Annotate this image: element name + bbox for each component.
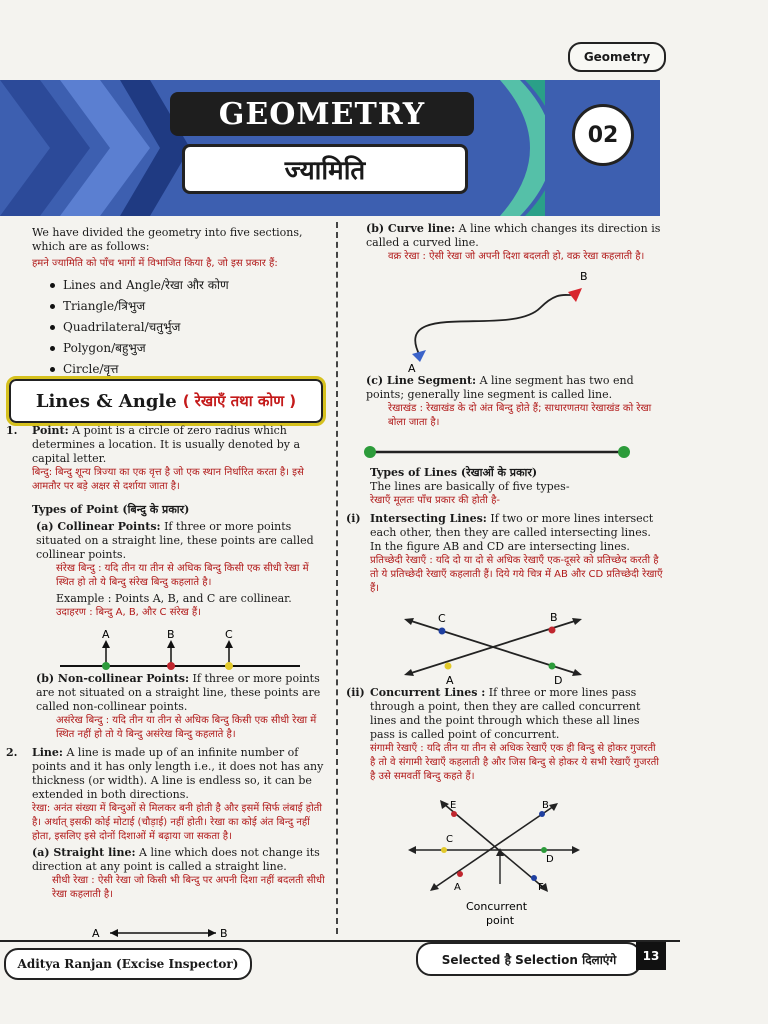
column-divider xyxy=(336,222,338,934)
list-item: Lines and Angle/रेखा और कोण xyxy=(50,276,322,295)
intersecting-en: If two or more lines intersect each other, then they are called intersecting lines. In the figure AB and CD are intersecting lines. xyxy=(370,512,654,553)
svg-text:D: D xyxy=(546,854,554,865)
point-a-dot xyxy=(102,662,110,670)
curve-figure xyxy=(390,268,610,376)
collinear-example-hi: उदाहरण : बिन्दु A, B, और C संरेख हैं। xyxy=(56,607,201,618)
line-en: A line is made up of an infinite number of points and it has only length i.e., it does not has any thickness (or width). A line is endless so, it can be extended in both directions. xyxy=(32,746,324,801)
noncollinear-hi: असंरेख बिन्दु : यदि तीन या तीन से अधिक बिन्दु किसी एक सीधी रेखा में स्थित नहीं हो तो ये बिन्दु असंरेख बिन्दु कहलाते है। xyxy=(56,715,317,740)
svg-text:B: B xyxy=(550,611,558,624)
svg-text:A: A xyxy=(446,674,454,686)
segment-en: A line segment has two end points; generally line segment is called line. xyxy=(366,374,634,401)
item-number: 2. xyxy=(6,746,18,759)
types-lines-title: Types of Lines (रेखाओं के प्रकार) xyxy=(370,466,538,479)
collinear-label: (a) Collinear Points: xyxy=(36,520,161,533)
concurrent-en: If three or more lines pass through a point, then they are called concurrent lines and the point through which these all lines pass is called point of concurrent. xyxy=(370,686,641,741)
fig-label: B xyxy=(167,628,175,641)
item-number: 1. xyxy=(6,424,18,437)
section-heading-hi: ( रेखाएँ तथा कोण ) xyxy=(182,392,297,410)
intro-list xyxy=(22,274,322,381)
list-item: Triangle/त्रिभुज xyxy=(50,297,322,316)
collinear-example-en: Example : Points A, B, and C are collinear. xyxy=(56,592,292,605)
list-item: Polygon/बहुभुज xyxy=(50,339,322,358)
point-c-dot xyxy=(225,662,233,670)
point-hi: बिन्दु: बिन्दु शून्य त्रिज्या का एक वृत्त है जो एक स्थान निर्धारित करता है। इसे आमतौर पर बड़े अक्षर से दर्शाया जाता है। xyxy=(32,467,304,492)
intersecting-label: Intersecting Lines: xyxy=(370,512,487,525)
noncollinear-en: If three or more points are not situated on a straight line, these points are called non-collinear points. xyxy=(36,672,321,713)
concurrent-figure xyxy=(404,796,584,932)
svg-text:C: C xyxy=(446,834,453,845)
intersecting-figure xyxy=(402,610,592,686)
svg-text:point: point xyxy=(486,914,515,927)
straight-line-en: A line which does not change its direction at any point is called a straight line. xyxy=(32,846,320,873)
svg-text:E: E xyxy=(450,800,457,811)
chapter-tag: Geometry xyxy=(568,42,666,72)
point-block xyxy=(6,424,328,494)
curve-label: (b) Curve line: xyxy=(366,222,456,235)
page-subtitle-hindi: ज्यामिति xyxy=(182,144,468,194)
concurrent-hi: संगामी रेखाएँ : यदि तीन या तीन से अधिक रेखाएँ एक ही बिन्दु से होकर गुजरती है तो वे संगामी रेखाएँ कहलाती है और जिस बिन्दु से होकर ये सभी रेखाएँ गुजरती है उसे समवर्ती बिन्दु कहते हैं। xyxy=(370,743,659,782)
curve-en: A line which changes its direction is called a curved line. xyxy=(366,222,661,249)
intro-en: We have divided the geometry into five sections, which are as follows: xyxy=(32,226,303,253)
curve-hi: वक्र रेखा : ऐसी रेखा जो अपनी दिशा बदलती हो, वक्र रेखा कहलाती है। xyxy=(388,251,645,262)
chapter-number: 02 xyxy=(572,104,634,166)
segment-figure xyxy=(362,444,642,460)
segment-hi: रेखाखंड : रेखाखंड के दो अंत बिन्दु होते हैं; साधारणतया रेखाखंड को रेखा बोला जाता है। xyxy=(388,403,652,428)
point-b-dot xyxy=(167,662,175,670)
intro-hi: हमने ज्यामिति को पाँच भागों में विभाजित किया है, जो इस प्रकार हैं: xyxy=(32,258,278,269)
author-badge: Aditya Ranjan (Excise Inspector) xyxy=(4,948,252,980)
section-heading xyxy=(6,376,326,426)
types-point-block xyxy=(32,503,328,620)
types-point-title: Types of Point (बिन्दु के प्रकार) xyxy=(32,503,190,516)
curve-block xyxy=(366,222,664,264)
item-number: (ii) xyxy=(346,686,365,699)
segment-label: (c) Line Segment: xyxy=(366,374,477,387)
intersecting-hi: प्रतिच्छेदी रेखाएँ : यदि दो या दो से अधिक रेखाएँ एक-दूसरे को प्रतिच्छेद करती है तो ये प्रतिच्छेदी रेखाएँ कहलाती हैं। दिये गये चित्र में AB और CD प्रतिच्छेदी रेखाएँ हैं। xyxy=(370,555,663,594)
fig-label: C xyxy=(225,628,233,641)
straight-line-label: (a) Straight line: xyxy=(32,846,136,859)
page-title: GEOMETRY xyxy=(170,92,474,136)
svg-text:C: C xyxy=(438,612,446,625)
slogan-badge: Selected है Selection दिलाएंगे xyxy=(416,942,642,976)
segment-block xyxy=(366,374,664,430)
section-heading-en: Lines & Angle xyxy=(35,390,177,412)
svg-text:B: B xyxy=(580,270,588,283)
svg-text:D: D xyxy=(554,674,563,686)
svg-text:A: A xyxy=(92,927,100,940)
svg-text:Concurrent: Concurrent xyxy=(466,900,528,913)
fig-label: A xyxy=(102,628,110,641)
collinear-figure xyxy=(60,626,320,676)
svg-text:A: A xyxy=(454,882,461,893)
page-number: 13 xyxy=(636,942,666,970)
point-en: A point is a circle of zero radius which determines a location. It is usually denoted by a capital letter. xyxy=(32,424,301,465)
noncollinear-label: (b) Non-collinear Points: xyxy=(36,672,190,685)
types-lines-en: The lines are basically of five types- xyxy=(370,480,570,493)
collinear-en: If three or more points situated on a straight line, these points are called collinear points. xyxy=(36,520,314,561)
point-label: Point: xyxy=(32,424,69,437)
concurrent-block xyxy=(346,686,664,784)
concurrent-label: Concurrent Lines : xyxy=(370,686,486,699)
svg-text:B: B xyxy=(220,927,228,940)
line-hi: रेखा: अनंत संख्या में बिन्दुओं से मिलकर बनी होती है और इसमें सिर्फ लंबाई होती है। अर्थात् इसकी कोई मोटाई (चौड़ाई) नहीं होती। रेखा का कोई अंत बिन्दु नहीं होता, इसलिए इसे दोनों दिशाओं में बढ़ाया जा सकता है। xyxy=(32,803,322,842)
list-item: Circle/वृत्त xyxy=(50,360,322,379)
line-block xyxy=(6,746,328,902)
noncollinear-block xyxy=(32,672,328,742)
svg-text:B: B xyxy=(542,800,549,811)
types-lines-block xyxy=(346,466,664,596)
straight-line-hi: सीधी रेखा : ऐसी रेखा जो किसी भी बिन्दु पर अपनी दिशा नहीं बदलती सीधी रेखा कहलाती है। xyxy=(52,875,325,900)
item-number: (i) xyxy=(346,512,361,525)
types-lines-hi: रेखाएँ मूलतः पाँच प्रकार की होती है- xyxy=(370,495,500,506)
svg-text:A: A xyxy=(408,362,416,375)
list-item: Quadrilateral/चतुर्भुज xyxy=(50,318,322,337)
line-label: Line: xyxy=(32,746,63,759)
intro-block xyxy=(32,226,328,271)
collinear-hi: संरेख बिन्दु : यदि तीन या तीन से अधिक बिन्दु किसी एक सीधी रेखा में स्थित हो तो ये बिन्दु संरेख बिन्दु कहलाते है। xyxy=(56,563,309,588)
svg-text:F: F xyxy=(538,882,544,893)
